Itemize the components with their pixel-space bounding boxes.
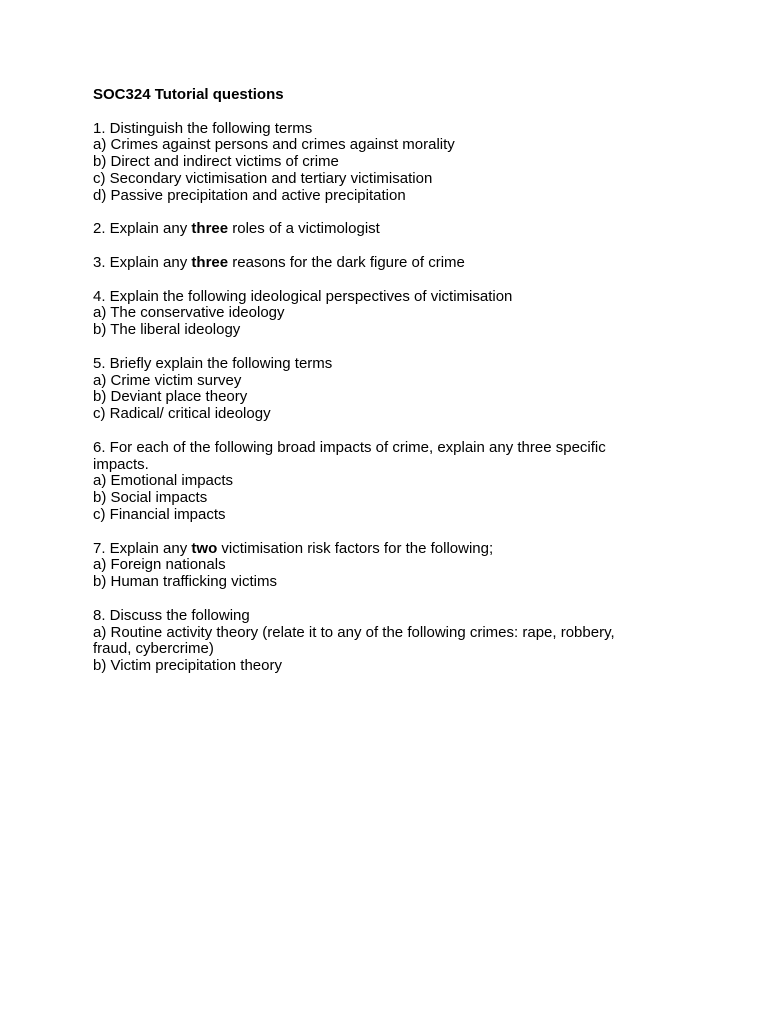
question-5-item-c: c) Radical/ critical ideology <box>93 405 271 423</box>
question-6-item-b: b) Social impacts <box>93 489 208 507</box>
question-7-stem <box>93 541 653 558</box>
question-1-item-b: b) Direct and indirect victims of crime <box>93 153 339 171</box>
question-8-stem: 8. Discuss the following <box>93 606 250 624</box>
question-6 <box>93 440 653 524</box>
question-2 <box>93 221 653 238</box>
question-3-text-post: reasons for the dark figure of crime <box>228 253 465 271</box>
question-1 <box>93 121 653 205</box>
question-7-item-a: a) Foreign nationals <box>93 556 226 574</box>
question-6-item-a: a) Emotional impacts <box>93 472 234 490</box>
question-7-text-post: victimisation risk factors for the following; <box>217 539 494 557</box>
question-7-emphasis: two <box>191 539 218 557</box>
question-5-stem: 5. Briefly explain the following terms <box>93 354 333 372</box>
question-2-text-post: roles of a victimologist <box>228 220 380 238</box>
question-4 <box>93 289 653 339</box>
question-1-stem: 1. Distinguish the following terms <box>93 119 313 137</box>
question-6-item-c: c) Financial impacts <box>93 505 226 523</box>
question-1-item-c: c) Secondary victimisation and tertiary victimisation <box>93 169 433 187</box>
question-8 <box>93 608 653 675</box>
question-5 <box>93 356 653 423</box>
question-4-stem: 4. Explain the following ideological perspectives of victimisation <box>93 287 513 305</box>
question-4-item-a: a) The conservative ideology <box>93 304 285 322</box>
question-3-text-pre: 3. Explain any <box>93 253 192 271</box>
question-8-item-b: b) Victim precipitation theory <box>93 657 282 675</box>
question-3-emphasis: three <box>191 253 229 271</box>
question-8-item-a: a) Routine activity theory (relate it to any of the following crimes: rape, robbery, fraud, cybercrime) <box>93 623 615 658</box>
document-page <box>93 87 653 692</box>
question-1-item-a: a) Crimes against persons and crimes against morality <box>93 136 455 154</box>
question-3 <box>93 255 653 272</box>
question-7-item-b: b) Human trafficking victims <box>93 573 277 591</box>
question-4-item-b: b) The liberal ideology <box>93 321 241 339</box>
question-7-text-pre: 7. Explain any <box>93 539 192 557</box>
question-1-item-d: d) Passive precipitation and active precipitation <box>93 186 406 204</box>
question-7 <box>93 541 653 591</box>
question-2-text-pre: 2. Explain any <box>93 220 192 238</box>
question-6-stem: 6. For each of the following broad impacts of crime, explain any three specific impacts. <box>93 438 606 473</box>
question-5-item-b: b) Deviant place theory <box>93 388 248 406</box>
document-title: SOC324 Tutorial questions <box>93 86 284 103</box>
question-2-emphasis: three <box>191 220 229 238</box>
question-5-item-a: a) Crime victim survey <box>93 371 242 389</box>
